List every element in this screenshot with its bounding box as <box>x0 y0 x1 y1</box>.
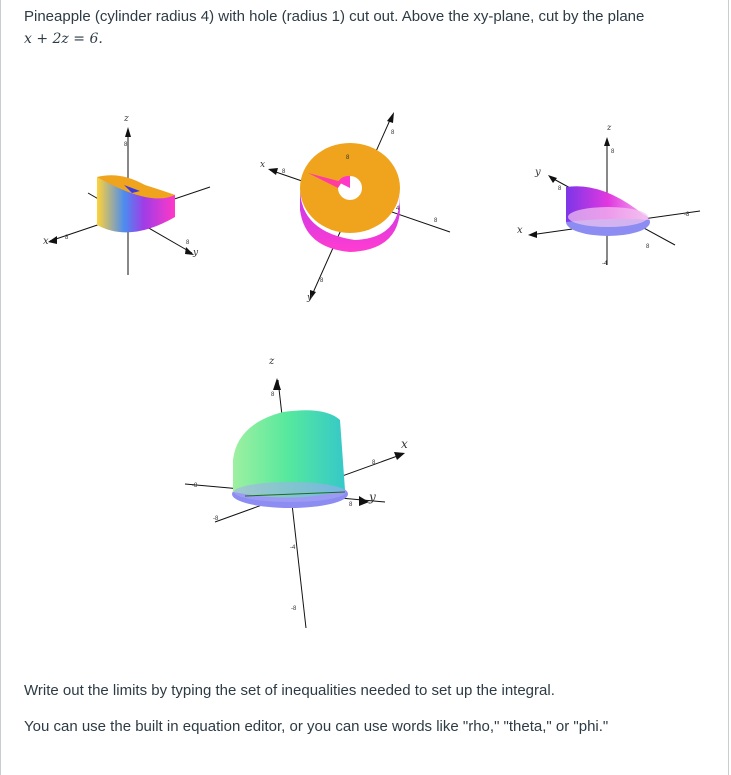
tick-label: 8 <box>434 218 438 224</box>
figure-3 <box>510 115 710 275</box>
z-axis-label: z <box>124 114 129 124</box>
tick-label: 8 <box>349 502 353 508</box>
tick-label: 8 <box>124 142 128 148</box>
tick-label: 8 <box>372 460 376 466</box>
tick-label: -8 <box>291 606 297 612</box>
z-axis-label: z <box>607 123 612 132</box>
y-axis-label: y <box>307 293 313 303</box>
tick-label: -8 <box>684 212 690 218</box>
figure-4 <box>175 350 420 635</box>
tick-label: -4 <box>602 261 608 267</box>
figure-1 <box>40 105 220 280</box>
y-axis-label: y <box>369 490 376 504</box>
tick-label: 8 <box>282 169 286 175</box>
x-axis-label: x <box>517 225 523 236</box>
tick-label: -8 <box>192 483 198 489</box>
tick-label: 4 <box>396 206 400 212</box>
tick-label: 8 <box>271 392 275 398</box>
x-axis-label: x <box>43 236 49 247</box>
instruction-line-1: Write out the limits by typing the set of inequalities needed to set up the integral. <box>24 682 555 699</box>
tick-label: 8 <box>65 235 69 241</box>
instruction-line-2: You can use the built in equation editor, or you can use words like "rho," "theta," or "phi." <box>24 718 609 735</box>
tick-label: 8 <box>186 240 190 246</box>
tick-label: -8 <box>213 516 219 522</box>
x-axis-label: x <box>401 437 408 451</box>
y-axis-label: y <box>535 167 541 178</box>
tick-label: 8 <box>611 149 615 155</box>
tick-label: -4 <box>290 545 296 551</box>
plane-equation: x + 2z = 6. <box>24 31 103 47</box>
z-axis-label: z <box>269 356 275 367</box>
y-axis-label: y <box>193 248 199 258</box>
x-axis-label: x <box>260 160 266 170</box>
tick-label: 8 <box>646 244 650 250</box>
tick-label: 8 <box>346 155 350 161</box>
tick-label: 8 <box>391 130 395 136</box>
tick-label: 8 <box>558 186 562 192</box>
problem-text: Pineapple (cylinder radius 4) with hole (radius 1) cut out. Above the xy-plane, cut by the plane <box>24 8 645 25</box>
problem-statement <box>24 6 704 50</box>
tick-label: 8 <box>320 278 324 284</box>
figure-2 <box>250 110 460 310</box>
